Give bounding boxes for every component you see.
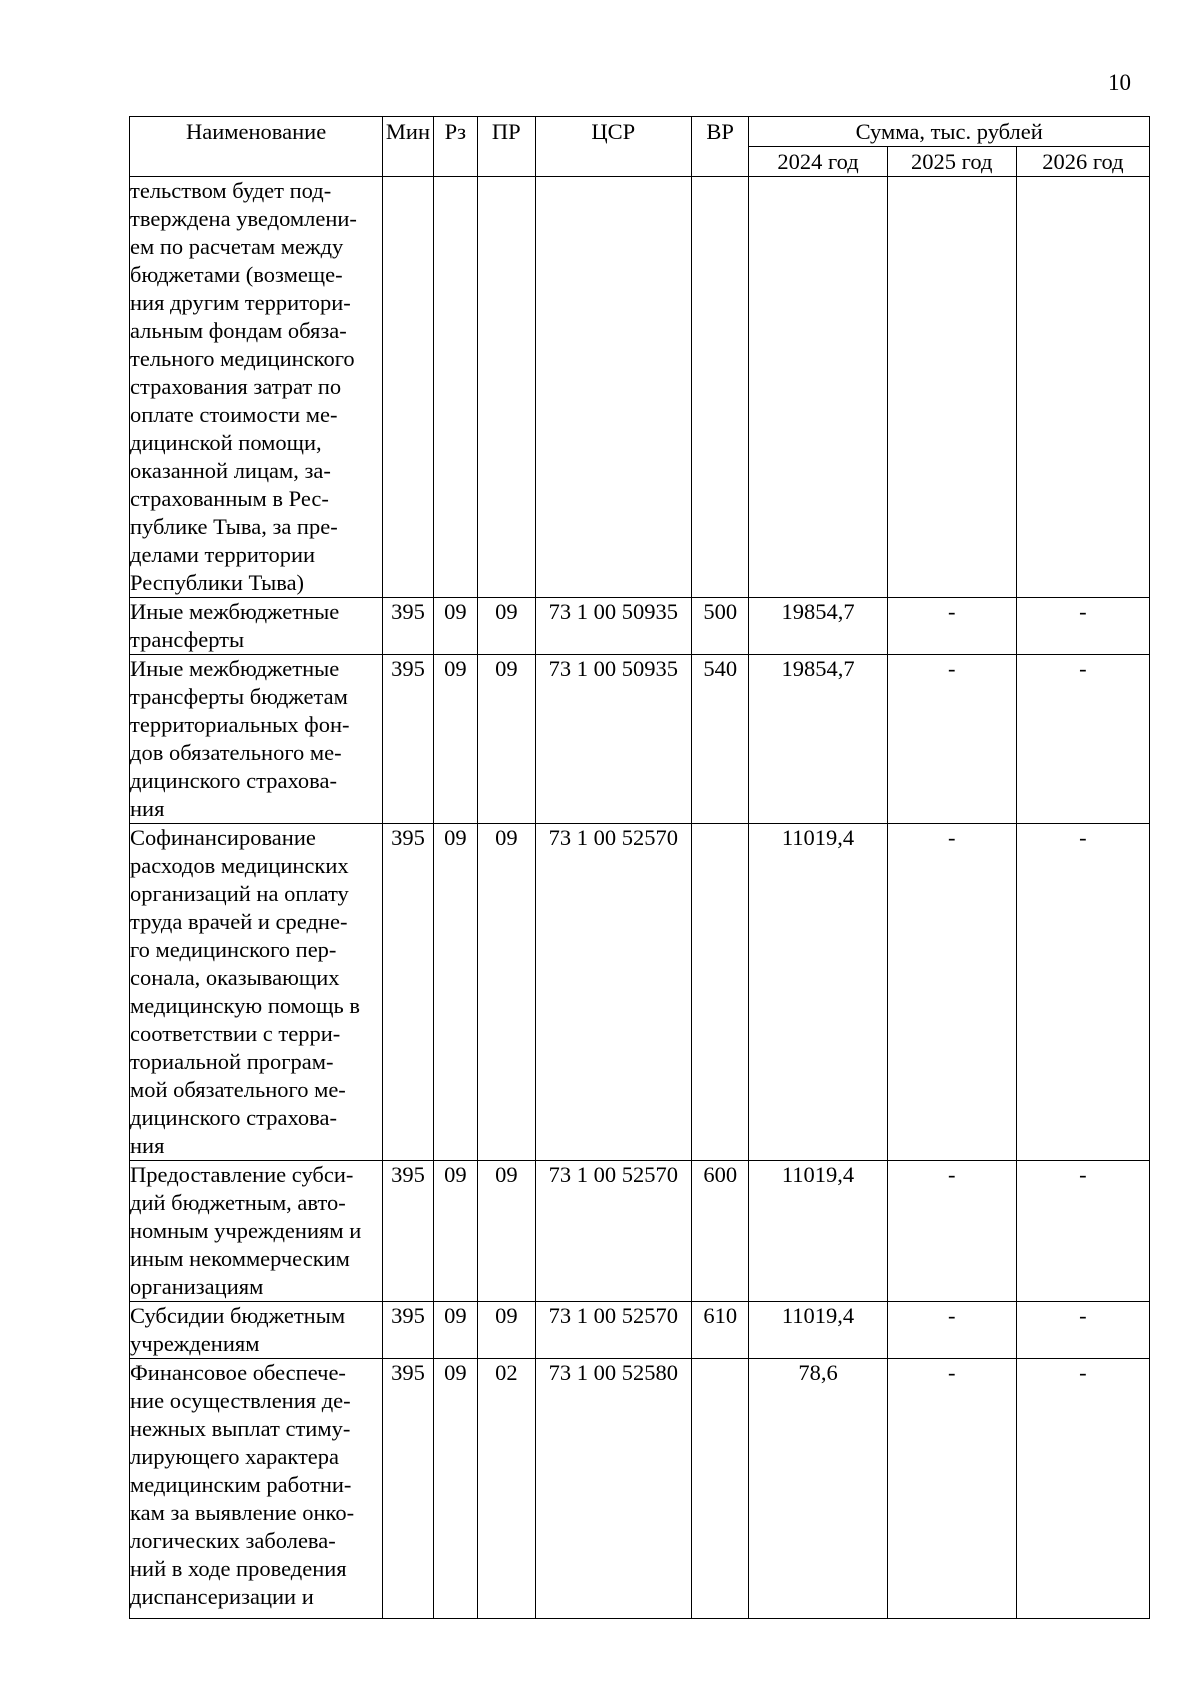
cell-min: 395 bbox=[383, 655, 433, 824]
cell-sum-2025: - bbox=[887, 824, 1016, 1161]
cell-rz: 09 bbox=[433, 655, 477, 824]
table-row bbox=[130, 655, 1150, 824]
cell-sum-2025: - bbox=[887, 655, 1016, 824]
cell-vr: 540 bbox=[691, 655, 749, 824]
cell-csr bbox=[535, 177, 691, 598]
cell-sum-2025: - bbox=[887, 1161, 1016, 1302]
cell-csr: 73 1 00 52570 bbox=[535, 824, 691, 1161]
cell-rz: 09 bbox=[433, 1359, 477, 1619]
cell-sum-2024: 78,6 bbox=[749, 1359, 887, 1619]
table-row bbox=[130, 1302, 1150, 1359]
cell-sum-2024: 19854,7 bbox=[749, 655, 887, 824]
col-header-name: Наименование bbox=[130, 117, 383, 177]
cell-min: 395 bbox=[383, 598, 433, 655]
cell-name: Финансовое обеспече- ние осуществления де- нежных выплат стиму- лирующего характера медицинским работни- кам за выявление онко- логических заболева- ний в ходе проведения диспансеризации и bbox=[130, 1359, 383, 1619]
cell-pr: 09 bbox=[478, 1161, 536, 1302]
cell-pr: 02 bbox=[478, 1359, 536, 1619]
cell-sum-2024: 11019,4 bbox=[749, 1302, 887, 1359]
page-number: 10 bbox=[1108, 70, 1131, 95]
cell-sum-2025: - bbox=[887, 598, 1016, 655]
cell-rz: 09 bbox=[433, 824, 477, 1161]
cell-vr bbox=[691, 1359, 749, 1619]
col-header-csr: ЦСР bbox=[535, 117, 691, 177]
cell-csr: 73 1 00 52580 bbox=[535, 1359, 691, 1619]
cell-sum-2026: - bbox=[1016, 1161, 1149, 1302]
col-header-vr: ВР bbox=[691, 117, 749, 177]
cell-name: Субсидии бюджетным учреждениям bbox=[130, 1302, 383, 1359]
cell-name: Предоставление субси- дий бюджетным, авто- номным учреждениям и иным некоммерческим организациям bbox=[130, 1161, 383, 1302]
cell-min bbox=[383, 177, 433, 598]
table-row bbox=[130, 824, 1150, 1161]
table-row bbox=[130, 598, 1150, 655]
cell-sum-2024: 19854,7 bbox=[749, 598, 887, 655]
cell-csr: 73 1 00 52570 bbox=[535, 1302, 691, 1359]
cell-rz: 09 bbox=[433, 1302, 477, 1359]
cell-pr bbox=[478, 177, 536, 598]
cell-csr: 73 1 00 52570 bbox=[535, 1161, 691, 1302]
cell-vr: 500 bbox=[691, 598, 749, 655]
cell-pr: 09 bbox=[478, 1302, 536, 1359]
cell-sum-2026: - bbox=[1016, 655, 1149, 824]
cell-min: 395 bbox=[383, 1359, 433, 1619]
cell-pr: 09 bbox=[478, 598, 536, 655]
cell-vr bbox=[691, 177, 749, 598]
cell-sum-2026: - bbox=[1016, 1359, 1149, 1619]
cell-rz: 09 bbox=[433, 1161, 477, 1302]
table-row bbox=[130, 1161, 1150, 1302]
cell-csr: 73 1 00 50935 bbox=[535, 655, 691, 824]
cell-name: Софинансирование расходов медицинских организаций на оплату труда врачей и средне- го медицинского пер- сонала, оказывающих медицинскую помощь в соответствии с терри- ториальной програм- мой обязательного ме- дицинского страхова- ния bbox=[130, 824, 383, 1161]
cell-pr: 09 bbox=[478, 824, 536, 1161]
cell-vr bbox=[691, 824, 749, 1161]
cell-sum-2026 bbox=[1016, 177, 1149, 598]
cell-vr: 610 bbox=[691, 1302, 749, 1359]
col-header-rz: Рз bbox=[433, 117, 477, 177]
cell-min: 395 bbox=[383, 824, 433, 1161]
cell-name: тельством будет под- тверждена уведомлени- ем по расчетам между бюджетами (возмеще- ния другим территори- альным фондам обяза- тельного медицинского страхования затрат по оплате стоимости ме- дицинской помощи, оказанной лицам, за- страхованным в Рес- публике Тыва, за пре- делами территории Республики Тыва) bbox=[130, 177, 383, 598]
cell-name: Иные межбюджетные трансферты бюджетам территориальных фон- дов обязательного ме- дицинского страхова- ния bbox=[130, 655, 383, 824]
cell-sum-2026: - bbox=[1016, 1302, 1149, 1359]
cell-csr: 73 1 00 50935 bbox=[535, 598, 691, 655]
cell-sum-2026: - bbox=[1016, 824, 1149, 1161]
table-row bbox=[130, 1359, 1150, 1619]
cell-min: 395 bbox=[383, 1302, 433, 1359]
cell-rz bbox=[433, 177, 477, 598]
cell-sum-2026: - bbox=[1016, 598, 1149, 655]
cell-sum-2024: 11019,4 bbox=[749, 824, 887, 1161]
col-header-min: Мин bbox=[383, 117, 433, 177]
cell-name: Иные межбюджетные трансферты bbox=[130, 598, 383, 655]
cell-pr: 09 bbox=[478, 655, 536, 824]
budget-table bbox=[129, 116, 1150, 1619]
col-header-year-2025: 2025 год bbox=[887, 147, 1016, 177]
col-header-year-2024: 2024 год bbox=[749, 147, 887, 177]
cell-sum-2024 bbox=[749, 177, 887, 598]
cell-sum-2024: 11019,4 bbox=[749, 1161, 887, 1302]
cell-rz: 09 bbox=[433, 598, 477, 655]
cell-min: 395 bbox=[383, 1161, 433, 1302]
col-header-pr: ПР bbox=[478, 117, 536, 177]
col-header-sum: Сумма, тыс. рублей bbox=[749, 117, 1150, 147]
cell-sum-2025: - bbox=[887, 1359, 1016, 1619]
cell-vr: 600 bbox=[691, 1161, 749, 1302]
cell-sum-2025 bbox=[887, 177, 1016, 598]
table-body bbox=[130, 177, 1150, 1619]
col-header-year-2026: 2026 год bbox=[1016, 147, 1149, 177]
table-row bbox=[130, 177, 1150, 598]
cell-sum-2025: - bbox=[887, 1302, 1016, 1359]
